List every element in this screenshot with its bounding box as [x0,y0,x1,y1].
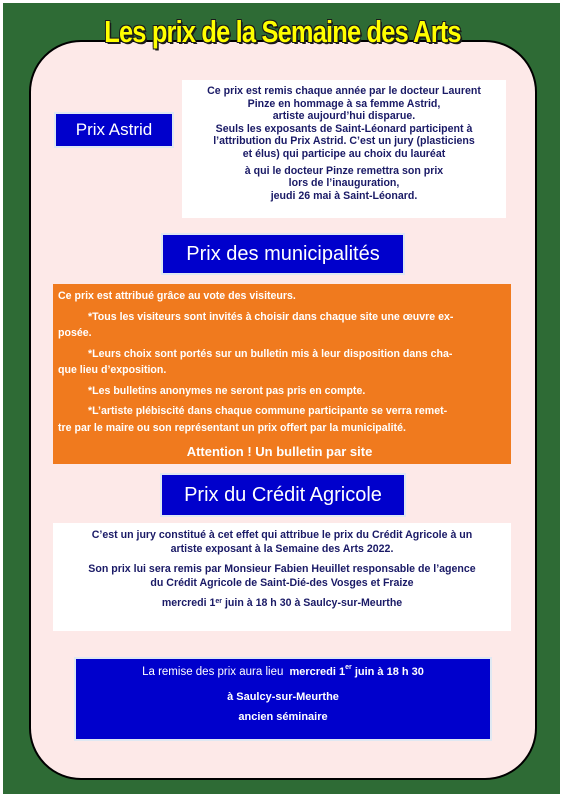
text-line: Son prix lui sera remis par Monsieur Fabien Heuillet responsable de l’agence [88,563,476,575]
prix-credit-label: Prix du Crédit Agricole [160,473,406,517]
text-line: Ce prix est attribué grâce au vote des visiteurs. [58,290,296,302]
text-line: que lieu d’exposition. [58,364,167,376]
text-line: *L’artiste plébiscité dans chaque commune participante se verra remet- [88,405,448,417]
text-line: artiste aujourd’hui disparue. [272,110,416,123]
text-line: Ce prix est remis chaque année par le docteur Laurent [207,85,481,97]
text-line: *Les bulletins anonymes ne seront pas pris en compte. [88,384,366,397]
prix-credit-text [53,523,511,631]
remise-date-line [76,666,490,678]
text-line: l’attribution du Prix Astrid. C’est un jury (plasticiens [213,135,475,148]
text-line: jeudi 26 mai à Saint-Léonard. [270,189,418,202]
text-line: Seuls les exposants de Saint-Léonard participent à [215,122,473,135]
remise-place: à Saulcy-sur-Meurthe [227,691,339,703]
text-line: tre par le maire ou son représentant un prix offert par la municipalité. [58,421,406,434]
remise-box [74,657,492,741]
text-line: Pinze en hommage à sa femme Astrid, [247,97,441,110]
attention-note: Attention ! Un bulletin par site [186,444,373,459]
text-line: artiste exposant à la Semaine des Arts 2022. [170,542,394,555]
text-line: *Tous les visiteurs sont invités à choisir dans chaque site une œuvre ex- [88,310,454,323]
text-line: et élus) qui participe au choix du lauréat [242,147,446,160]
credit-date [53,597,511,611]
text-line: lors de l’inauguration, [288,177,400,190]
date-part: mercredi 1 [289,666,346,678]
text-line: C’est un jury constitué à cet effet qui attribue le prix du Crédit Agricole à un [91,529,473,541]
prix-municipalites-label: Prix des municipalités [161,233,405,275]
text-line: *Leurs choix sont portés sur un bulletin mis à leur disposition dans cha- [88,347,453,360]
remise-intro: La remise des prix aura lieu [142,666,284,678]
date-part: mercredi 1 [161,597,216,609]
prix-astrid-label: Prix Astrid [54,112,174,148]
remise-venue: ancien séminaire [238,711,328,723]
prix-municipalites-text [53,284,511,464]
date-part: juin à 18 h 30 à Saulcy-sur-Meurthe [222,597,403,609]
text-line: à qui le docteur Pinze remettra son prix [244,164,444,177]
date-sup: er [345,664,352,671]
text-line: posée. [58,327,92,339]
date-sup: er [215,598,223,605]
prix-astrid-text [182,80,506,218]
text-line: du Crédit Agricole de Saint-Dié-des Vosges et Fraize [150,576,414,589]
page-title: Les prix de la Semaine des Arts [104,14,461,49]
date-part: juin à 18 h 30 [351,666,424,678]
